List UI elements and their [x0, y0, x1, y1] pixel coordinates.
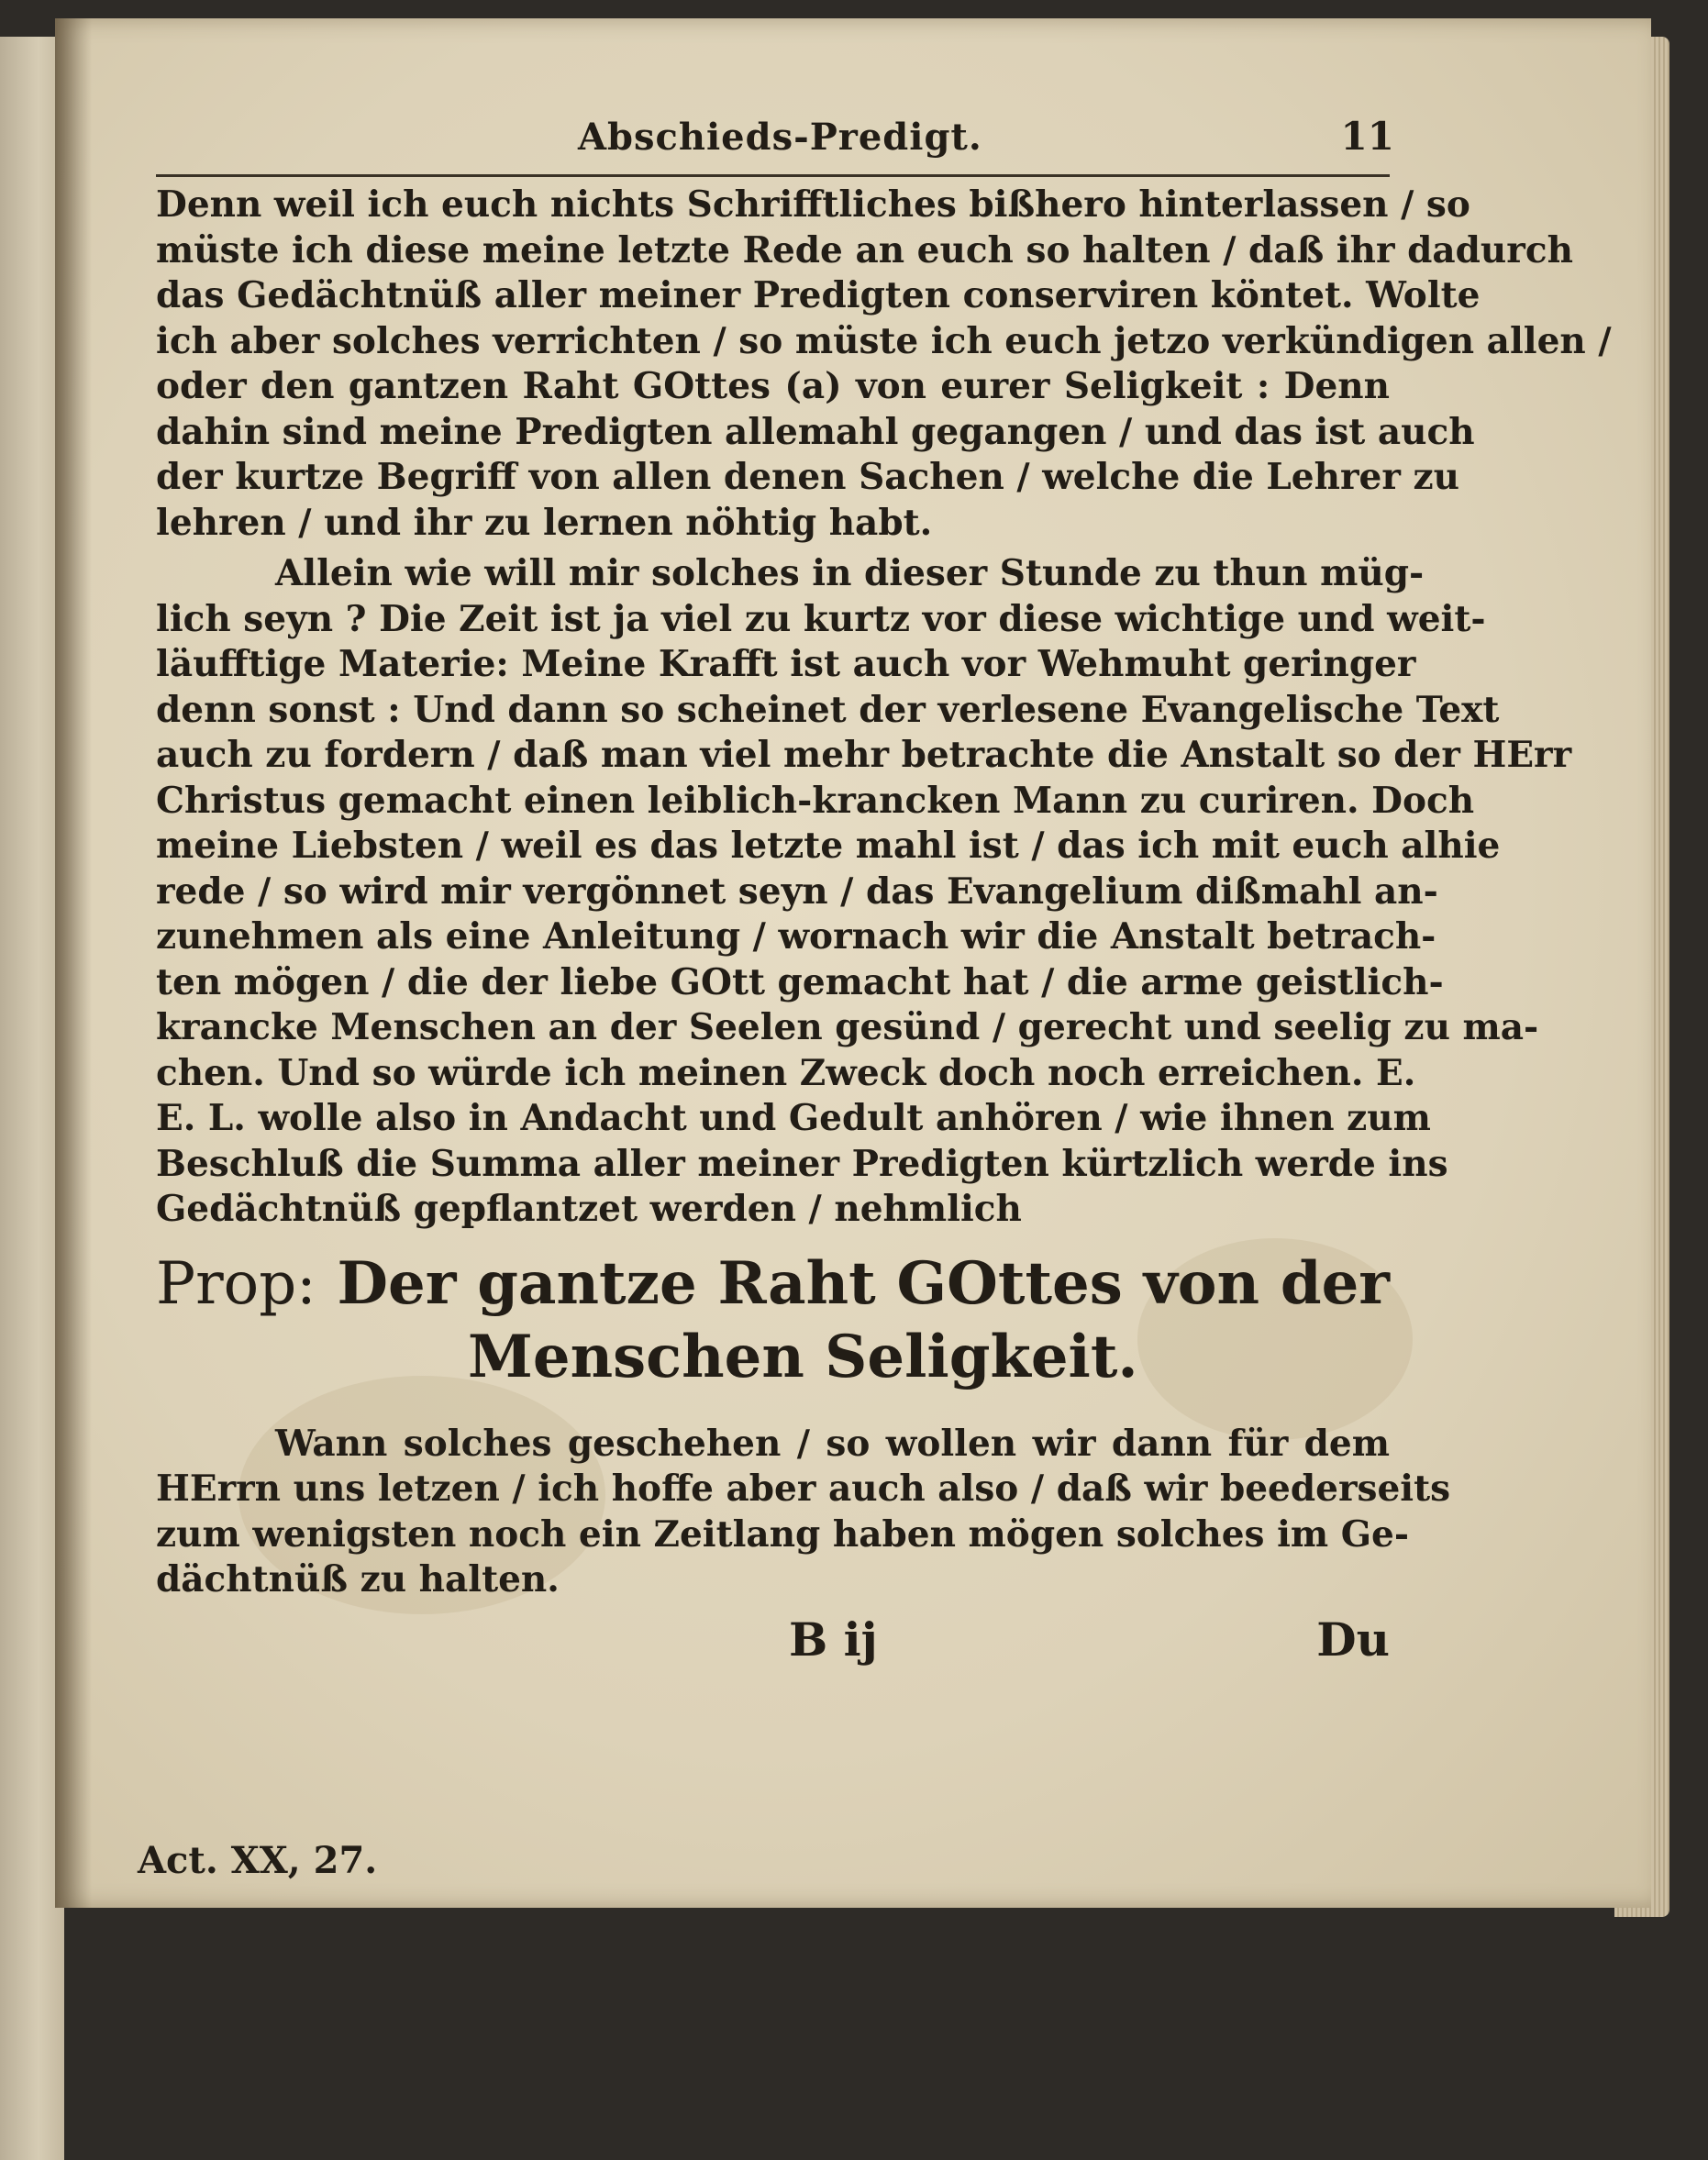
paragraph-2 — [156, 551, 1572, 1233]
signature-mark: B ij — [789, 1612, 878, 1667]
text-line: oder den gantzen Raht GOttes (a) von eurer Seligkeit : Denn — [156, 365, 1390, 407]
text-line: ten mögen / die der liebe GOtt gemacht hat / die arme geistlich- — [156, 960, 1444, 1003]
catchword: Du — [1316, 1612, 1390, 1667]
text-line: auch zu fordern / daß man viel mehr betrachte die Anstalt so der HErr — [156, 734, 1572, 776]
text-line: lehren / und ihr zu lernen nöhtig habt. — [156, 501, 933, 544]
text-line: Christus gemacht einen leiblich-krancken Mann zu curiren. Doch — [156, 779, 1475, 822]
text-line: Denn weil ich euch nichts Schrifftliches bißhero hinterlassen / so — [156, 183, 1470, 226]
paragraph-1 — [156, 183, 1612, 546]
paragraph-3 — [156, 1422, 1451, 1603]
text-line: rede / so wird mir vergönnet seyn / das Evangelium dißmahl an- — [156, 870, 1438, 913]
text-line: krancke Menschen an der Seelen gesünd / gerecht und seelig zu ma- — [156, 1006, 1539, 1048]
text-line: ich aber solches verrichten / so müste ich euch jetzo verkündigen allen / — [156, 319, 1612, 362]
text-line: zunehmen als eine Anleitung / wornach wir die Anstalt betrach- — [156, 915, 1436, 958]
text-line: das Gedächtnüß aller meiner Predigten conserviren köntet. Wolte — [156, 274, 1481, 316]
proposition-line-1 — [156, 1247, 1390, 1321]
margin-reference: Act. XX, 27. — [138, 1839, 378, 1882]
proposition-text: Der gantze Raht GOttes von der — [337, 1248, 1390, 1318]
text-line: Beschluß die Summa aller meiner Predigten kürtzlich werde ins — [156, 1142, 1448, 1185]
proposition-label: Prop: — [156, 1249, 316, 1318]
proposition — [156, 1247, 1390, 1394]
text-line: Allein wie will mir solches in dieser Stunde zu thun müg- — [275, 552, 1425, 594]
text-line: lich seyn ? Die Zeit ist ja viel zu kurtz vor diese wichtige und weit- — [156, 597, 1486, 640]
text-block — [156, 110, 1612, 1880]
text-line: zum wenigsten noch ein Zeitlang haben mögen solches im Ge- — [156, 1512, 1410, 1556]
running-head — [156, 110, 1394, 177]
text-line: denn sonst : Und dann so scheinet der verlesene Evangelische Text — [156, 688, 1500, 731]
proposition-line-2: Menschen Seligkeit. — [468, 1322, 1138, 1391]
text-line: E. L. wolle also in Andacht und Gedult anhören / wie ihnen zum — [156, 1097, 1431, 1139]
page-number: 11 — [1340, 114, 1394, 159]
page-footer — [156, 1612, 1390, 1713]
text-line: chen. Und so würde ich meinen Zweck doch noch erreichen. E. — [156, 1051, 1416, 1094]
text-line: der kurtze Begriff von allen denen Sachen / welche die Lehrer zu — [156, 456, 1459, 498]
text-line: dahin sind meine Predigten allemahl gegangen / und das ist auch — [156, 410, 1475, 453]
text-line: Wann solches geschehen / so wollen wir dann für dem — [275, 1422, 1390, 1465]
text-line: müste ich diese meine letzte Rede an euch so halten / daß ihr dadurch — [156, 228, 1573, 271]
text-line: läufftige Materie: Meine Krafft ist auch vor Wehmuht geringer — [156, 643, 1416, 685]
binding-gutter — [55, 18, 92, 1908]
text-line: Gedächtnüß gepflantzet werden / nehmlich — [156, 1188, 1022, 1230]
running-title: Abschieds-Predigt. — [578, 116, 982, 159]
text-line: meine Liebsten / weil es das letzte mahl ist / das ich mit euch alhie — [156, 825, 1501, 867]
text-line: dächtnüß zu halten. — [156, 1558, 560, 1601]
text-line: HErrn uns letzen / ich hoffe aber auch also / daß wir beederseits — [156, 1468, 1451, 1510]
